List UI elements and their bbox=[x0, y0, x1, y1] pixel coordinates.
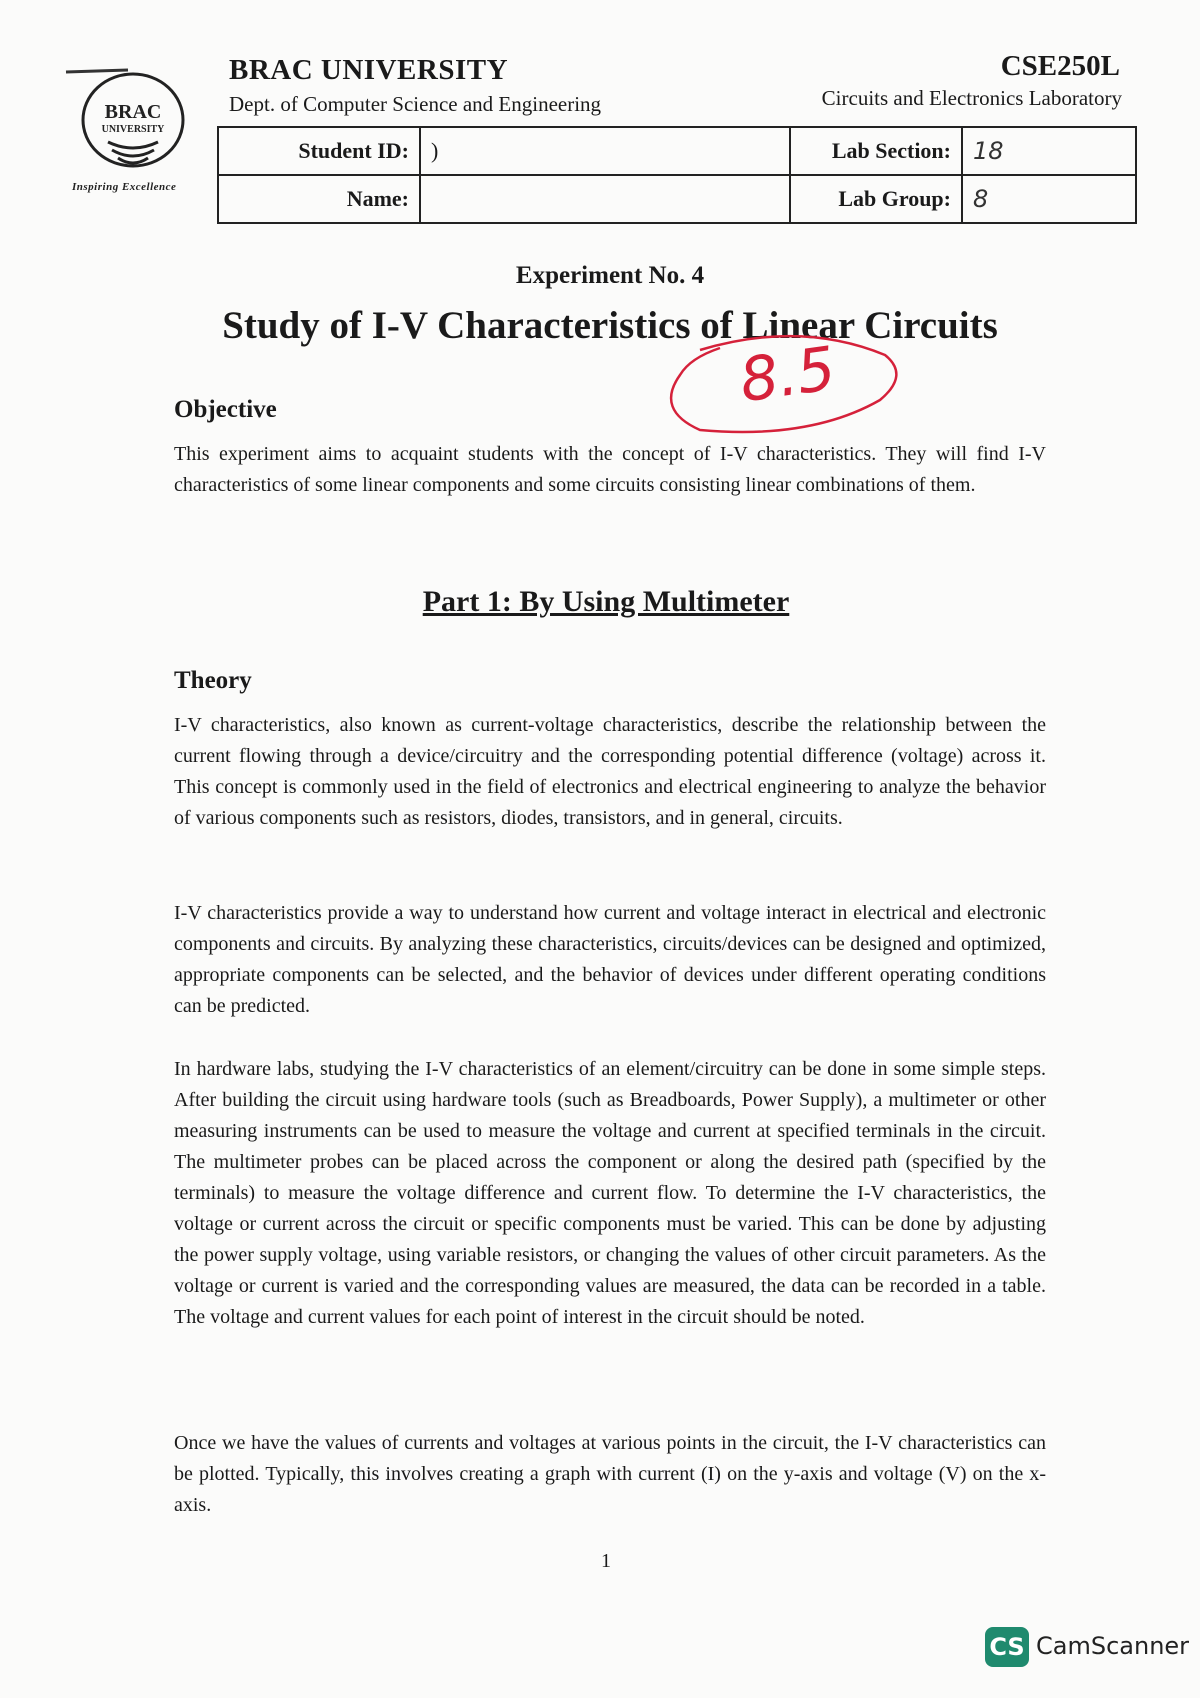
lab-group-value: 8 bbox=[962, 175, 1136, 223]
logo-line2: UNIVERSITY bbox=[101, 124, 165, 135]
lab-section-label: Lab Section: bbox=[790, 127, 962, 175]
student-id-label: Student ID: bbox=[218, 127, 420, 175]
objective-heading: Objective bbox=[174, 396, 277, 423]
theory-paragraph-4: Once we have the values of currents and voltages at various points in the circuit, the I-V characteristics can be plotted. Typically, this involves creating a graph with current (I) on the y-axis and voltage (V) on the x-axis. bbox=[174, 1432, 1046, 1516]
lab-group-label: Lab Group: bbox=[790, 175, 962, 223]
logo-line1: BRAC bbox=[104, 101, 162, 123]
name-label: Name: bbox=[218, 175, 420, 223]
part1-title: Part 1: By Using Multimeter bbox=[422, 585, 790, 618]
course-code: CSE250L bbox=[1000, 50, 1120, 82]
camscanner-icon: CS bbox=[985, 1627, 1029, 1667]
theory-paragraph-3: In hardware labs, studying the I-V characteristics of an element/circuitry can be done in some simple steps. After building the circuit using hardware tools (such as Breadboards, Power Supply), a multimeter or other measuring instruments can be used to measure the voltage and current at specified terminals in the circuit. The multimeter probes can be placed across the component or along the desired path (specified by the terminals) to measure the voltage difference and current flow. To determine the I-V characteristics, the voltage or current across the circuit or specific components must be varied. This can be done by adjusting the power supply voltage, using variable resistors, or changing the values of other circuit parameters. As the voltage or current is varied and the corresponding values are measured, the data can be recorded in a table. The voltage and current values for each point of interest in the circuit should be noted. bbox=[174, 1058, 1046, 1328]
department-name: Dept. of Computer Science and Engineering bbox=[229, 92, 602, 116]
lab-section-value: 18 bbox=[962, 127, 1136, 175]
theory-paragraph-2: I-V characteristics provide a way to understand how current and voltage interact in electrical and electronic components and circuits. By analyzing these characteristics, circuits/devices can be designed and optimized, appropriate components can be selected, and the behavior of devices under different operating conditions can be predicted. bbox=[174, 902, 1046, 1017]
student-id-value: ) bbox=[420, 127, 790, 175]
experiment-title: Study of I-V Characteristics of Linear Circuits bbox=[222, 304, 998, 347]
name-value bbox=[420, 175, 790, 223]
theory-heading: Theory bbox=[174, 667, 252, 694]
theory-paragraph-1: I-V characteristics, also known as current-voltage characteristics, describe the relationship between the current flowing through a device/circuitry and the corresponding potential difference (voltage) across it. This concept is commonly used in the field of electronics and electrical engineering to analyze the behavior of various components such as resistors, diodes, transistors, and in general, circuits. bbox=[174, 714, 1046, 829]
experiment-number: Experiment No. 4 bbox=[515, 262, 705, 289]
page-number: 1 bbox=[601, 1550, 611, 1572]
grade-score: 8.5 bbox=[735, 333, 840, 417]
course-name: Circuits and Electronics Laboratory bbox=[821, 86, 1122, 110]
camscanner-label: CamScanner bbox=[1036, 1632, 1190, 1660]
objective-text: This experiment aims to acquaint students with the concept of I-V characteristics. They will find I-V characteristics of some linear components and some circuits consisting linear combinations of them. bbox=[174, 443, 1046, 496]
logo-tagline: Inspiring Excellence bbox=[72, 181, 177, 193]
university-name: BRAC UNIVERSITY bbox=[229, 54, 509, 86]
student-info-table bbox=[217, 126, 1137, 224]
